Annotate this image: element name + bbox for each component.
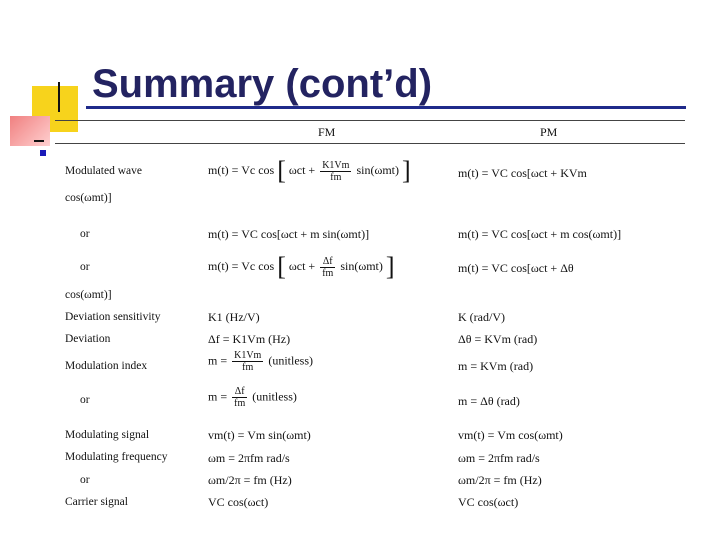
fraction-denominator: fm [322, 267, 334, 279]
bracket-open: [ [277, 156, 286, 185]
fm-carrier-signal: VC cos(ωct) [208, 495, 269, 509]
label-or-1: or [80, 228, 90, 240]
fm-modulated-wave-2: m(t) = VC cos[ωct + m sin(ωmt)] [208, 227, 370, 241]
bracket-open: [ [277, 252, 286, 281]
bracket-close: ] [385, 252, 395, 281]
fraction-denominator: fm [330, 171, 342, 183]
pm-modulation-index-1: m = KVm (rad) [458, 359, 534, 373]
decor-square-red [10, 116, 50, 146]
fm-idx1-unit: (unitless) [268, 353, 314, 368]
fraction-numerator: Δf [320, 256, 335, 268]
fraction-denominator: fm [234, 398, 246, 409]
fm-idx2-unit: (unitless) [252, 389, 297, 404]
fm-deviation-sensitivity: K1 (Hz/V) [208, 310, 260, 324]
pm-modulation-index-2: m = Δθ (rad) [458, 394, 520, 408]
pm-deviation-sensitivity: K (rad/V) [458, 310, 505, 324]
fm-wave3-mid: ωct + [288, 258, 316, 273]
fm-deviation: Δf = K1Vm (Hz) [208, 332, 291, 346]
fm-idx2-lhs: m = [208, 389, 228, 404]
pm-deviation: Δθ = KVm (rad) [458, 332, 538, 346]
table-top-rule [55, 120, 685, 121]
fm-modulating-frequency: ωm = 2πfm rad/s [208, 451, 290, 465]
decor-bullet-blue [40, 150, 46, 156]
label-cos-wrap-1: cos(ωmt)] [65, 192, 112, 204]
fm-idx2-fraction [232, 386, 247, 409]
label-modulated-wave: Modulated wave [65, 165, 142, 177]
fm-wave1-lhs: m(t) = Vc cos [208, 162, 275, 177]
decor-line [58, 82, 60, 112]
bracket-close: ] [402, 156, 411, 185]
fm-modulated-wave-3 [208, 252, 395, 282]
fm-wave1-rhs: sin(ωmt) [356, 162, 399, 177]
slide-title: Summary (cont’d) [92, 62, 433, 106]
fm-modulation-index-1 [208, 350, 313, 373]
table-header-rule [55, 143, 685, 144]
label-modulating-signal: Modulating signal [65, 429, 150, 441]
pm-modulating-frequency: ωm = 2πfm rad/s [458, 451, 540, 465]
label-modulation-index: Modulation index [65, 360, 148, 372]
label-cos-wrap-2: cos(ωmt)] [65, 289, 112, 301]
fm-idx1-lhs: m = [208, 353, 228, 368]
fm-wave3-lhs: m(t) = Vc cos [208, 258, 275, 273]
fm-idx1-fraction [232, 350, 263, 373]
fraction-numerator: Δf [232, 386, 247, 398]
fm-wave1-mid: ωct + [288, 162, 316, 177]
decor-tick [34, 140, 44, 142]
fm-wave3-fraction [320, 256, 335, 279]
pm-modulated-wave-3: m(t) = VC cos[ωct + Δθ [458, 261, 574, 275]
pm-modulating-frequency-hz: ωm/2π = fm (Hz) [458, 473, 542, 487]
fm-modulated-wave-1 [208, 156, 411, 186]
label-carrier-signal: Carrier signal [65, 496, 128, 508]
fm-wave1-fraction [320, 160, 351, 183]
pm-carrier-signal: VC cos(ωct) [458, 495, 519, 509]
label-deviation-sensitivity: Deviation sensitivity [65, 311, 161, 323]
title-rule [86, 106, 686, 109]
label-or-4: or [80, 474, 90, 486]
label-or-2: or [80, 261, 90, 273]
label-deviation: Deviation [65, 333, 111, 345]
fraction-numerator: K1Vm [234, 350, 262, 361]
header-pm: PM [540, 125, 558, 139]
label-or-3: or [80, 394, 90, 406]
fm-modulating-frequency-hz: ωm/2π = fm (Hz) [208, 473, 292, 487]
pm-modulated-wave-2: m(t) = VC cos[ωct + m cos(ωmt)] [458, 227, 622, 241]
pm-modulating-signal: vm(t) = Vm cos(ωmt) [458, 428, 563, 442]
fraction-denominator: fm [242, 362, 254, 373]
header-fm: FM [318, 125, 336, 139]
fm-modulation-index-2 [208, 386, 297, 409]
fm-modulating-signal: vm(t) = Vm sin(ωmt) [208, 428, 311, 442]
pm-modulated-wave-1: m(t) = VC cos[ωct + KVm [458, 166, 587, 180]
label-modulating-frequency: Modulating frequency [65, 451, 168, 463]
fm-wave3-rhs: sin(ωmt) [340, 258, 383, 273]
fraction-numerator: K1Vm [322, 159, 350, 171]
